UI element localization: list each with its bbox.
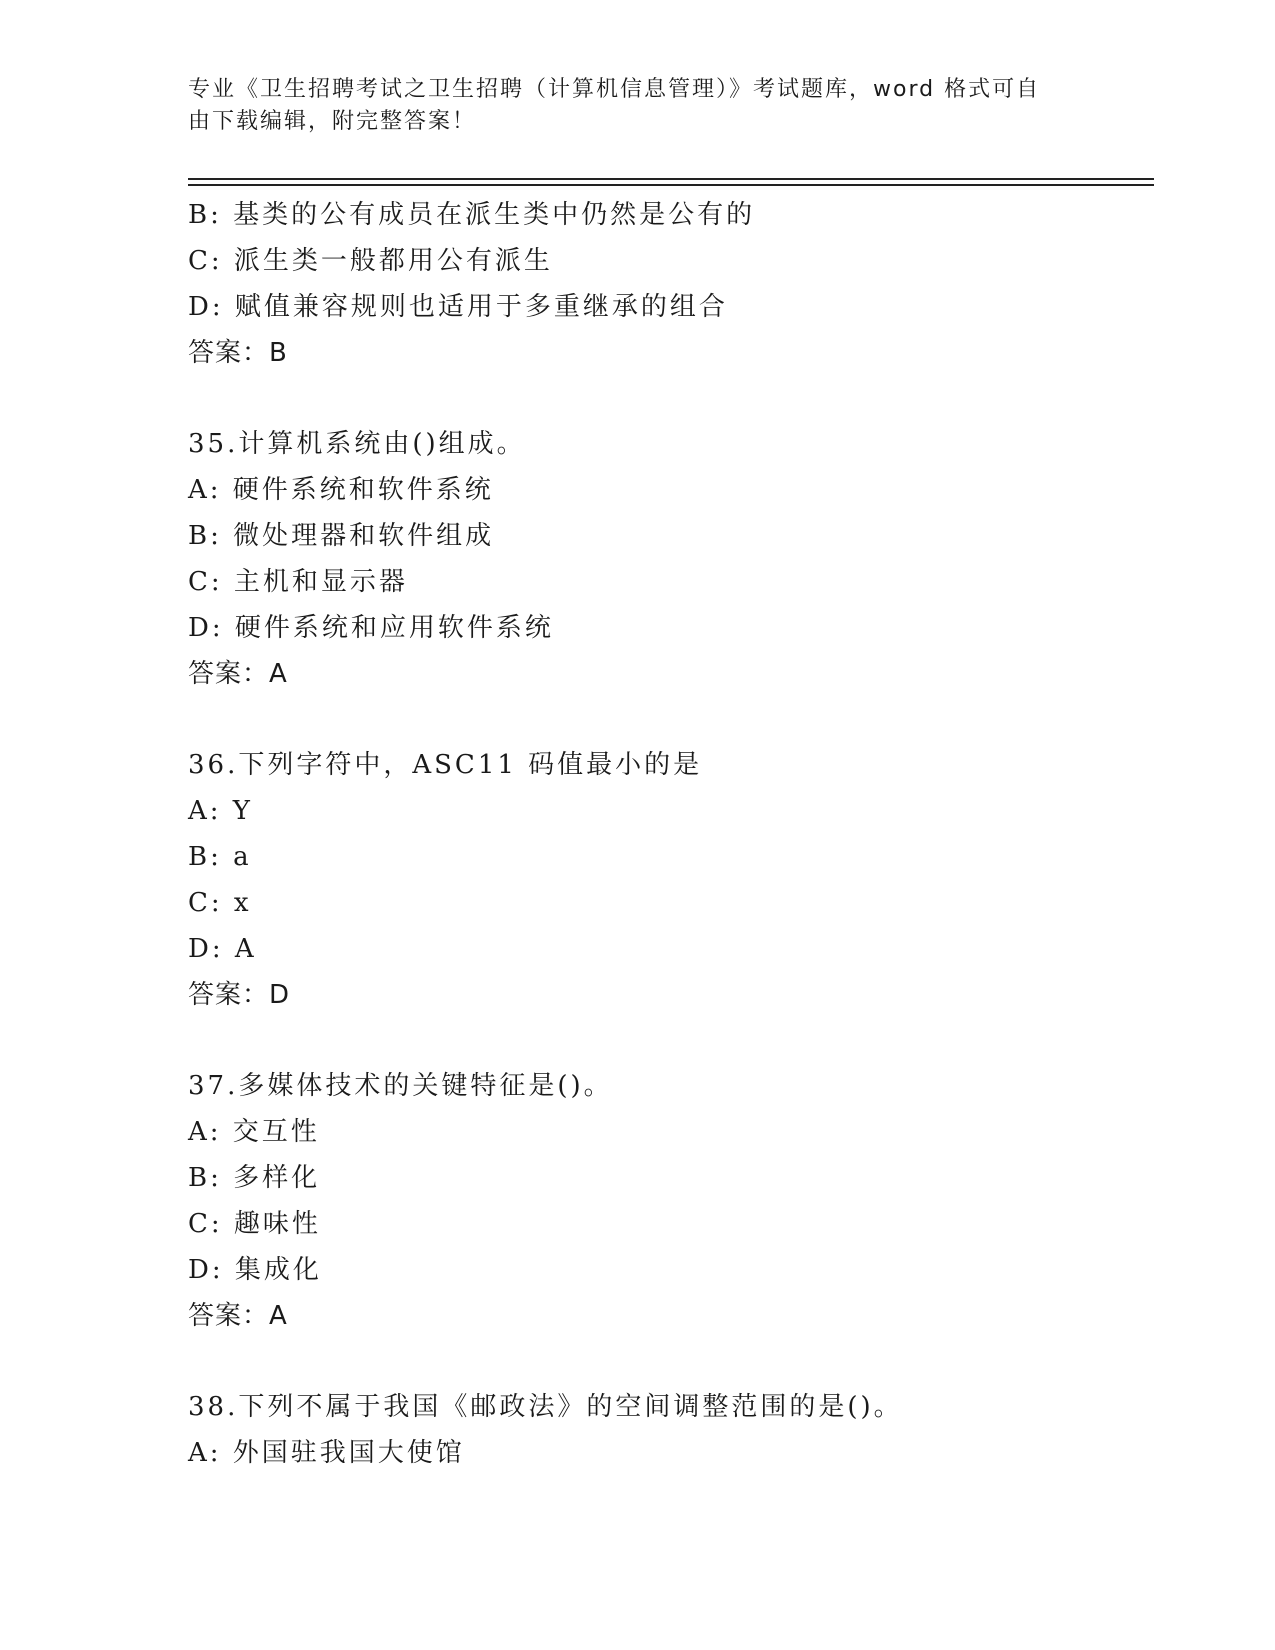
option-b: B: 基类的公有成员在派生类中仍然是公有的: [188, 200, 756, 230]
header-line-1: 专业《卫生招聘考试之卫生招聘（计算机信息管理）》考试题库，word 格式可自: [188, 77, 1041, 102]
option-b: B: a: [188, 842, 252, 872]
question-text: 37.多媒体技术的关键特征是()。: [188, 1071, 613, 1101]
option-b: B: 多样化: [188, 1163, 321, 1193]
question-35: [188, 421, 1168, 697]
question-text: 38.下列不属于我国《邮政法》的空间调整范围的是()。: [188, 1392, 903, 1422]
answer-line: 答案：D: [188, 980, 291, 1010]
question-38: [188, 1384, 1168, 1476]
question-list: [188, 192, 1168, 1476]
option-d: D: 赋值兼容规则也适用于多重继承的组合: [188, 292, 728, 322]
option-b: B: 微处理器和软件组成: [188, 521, 495, 551]
option-d: D: 硬件系统和应用软件系统: [188, 613, 554, 643]
option-d: D: A: [188, 934, 257, 964]
spacer: [188, 697, 1168, 742]
header-rule-bottom: [188, 184, 1154, 186]
question-36: [188, 742, 1168, 1018]
option-c: C: 趣味性: [188, 1209, 321, 1239]
header-line-2: 由下载编辑，附完整答案！: [188, 109, 477, 134]
answer-line: 答案：A: [188, 1301, 288, 1331]
option-d: D: 集成化: [188, 1255, 322, 1285]
question-37: [188, 1063, 1168, 1339]
question-text: 35.计算机系统由()组成。: [188, 429, 526, 459]
option-c: C: 主机和显示器: [188, 567, 408, 597]
spacer: [188, 1339, 1168, 1384]
option-a: A: Y: [188, 796, 253, 826]
answer-line: 答案：B: [188, 338, 288, 368]
option-a: A: 交互性: [188, 1117, 320, 1147]
header-rule-top: [188, 178, 1154, 180]
question-34-continued: [188, 192, 1168, 376]
spacer: [188, 376, 1168, 421]
document-header: [188, 74, 1068, 138]
question-text: 36.下列字符中，ASC11 码值最小的是: [188, 750, 703, 780]
answer-line: 答案：A: [188, 659, 288, 689]
option-a: A: 硬件系统和软件系统: [188, 475, 494, 505]
option-a: A: 外国驻我国大使馆: [188, 1438, 465, 1468]
spacer: [188, 1018, 1168, 1063]
option-c: C: x: [188, 888, 252, 918]
option-c: C: 派生类一般都用公有派生: [188, 246, 553, 276]
